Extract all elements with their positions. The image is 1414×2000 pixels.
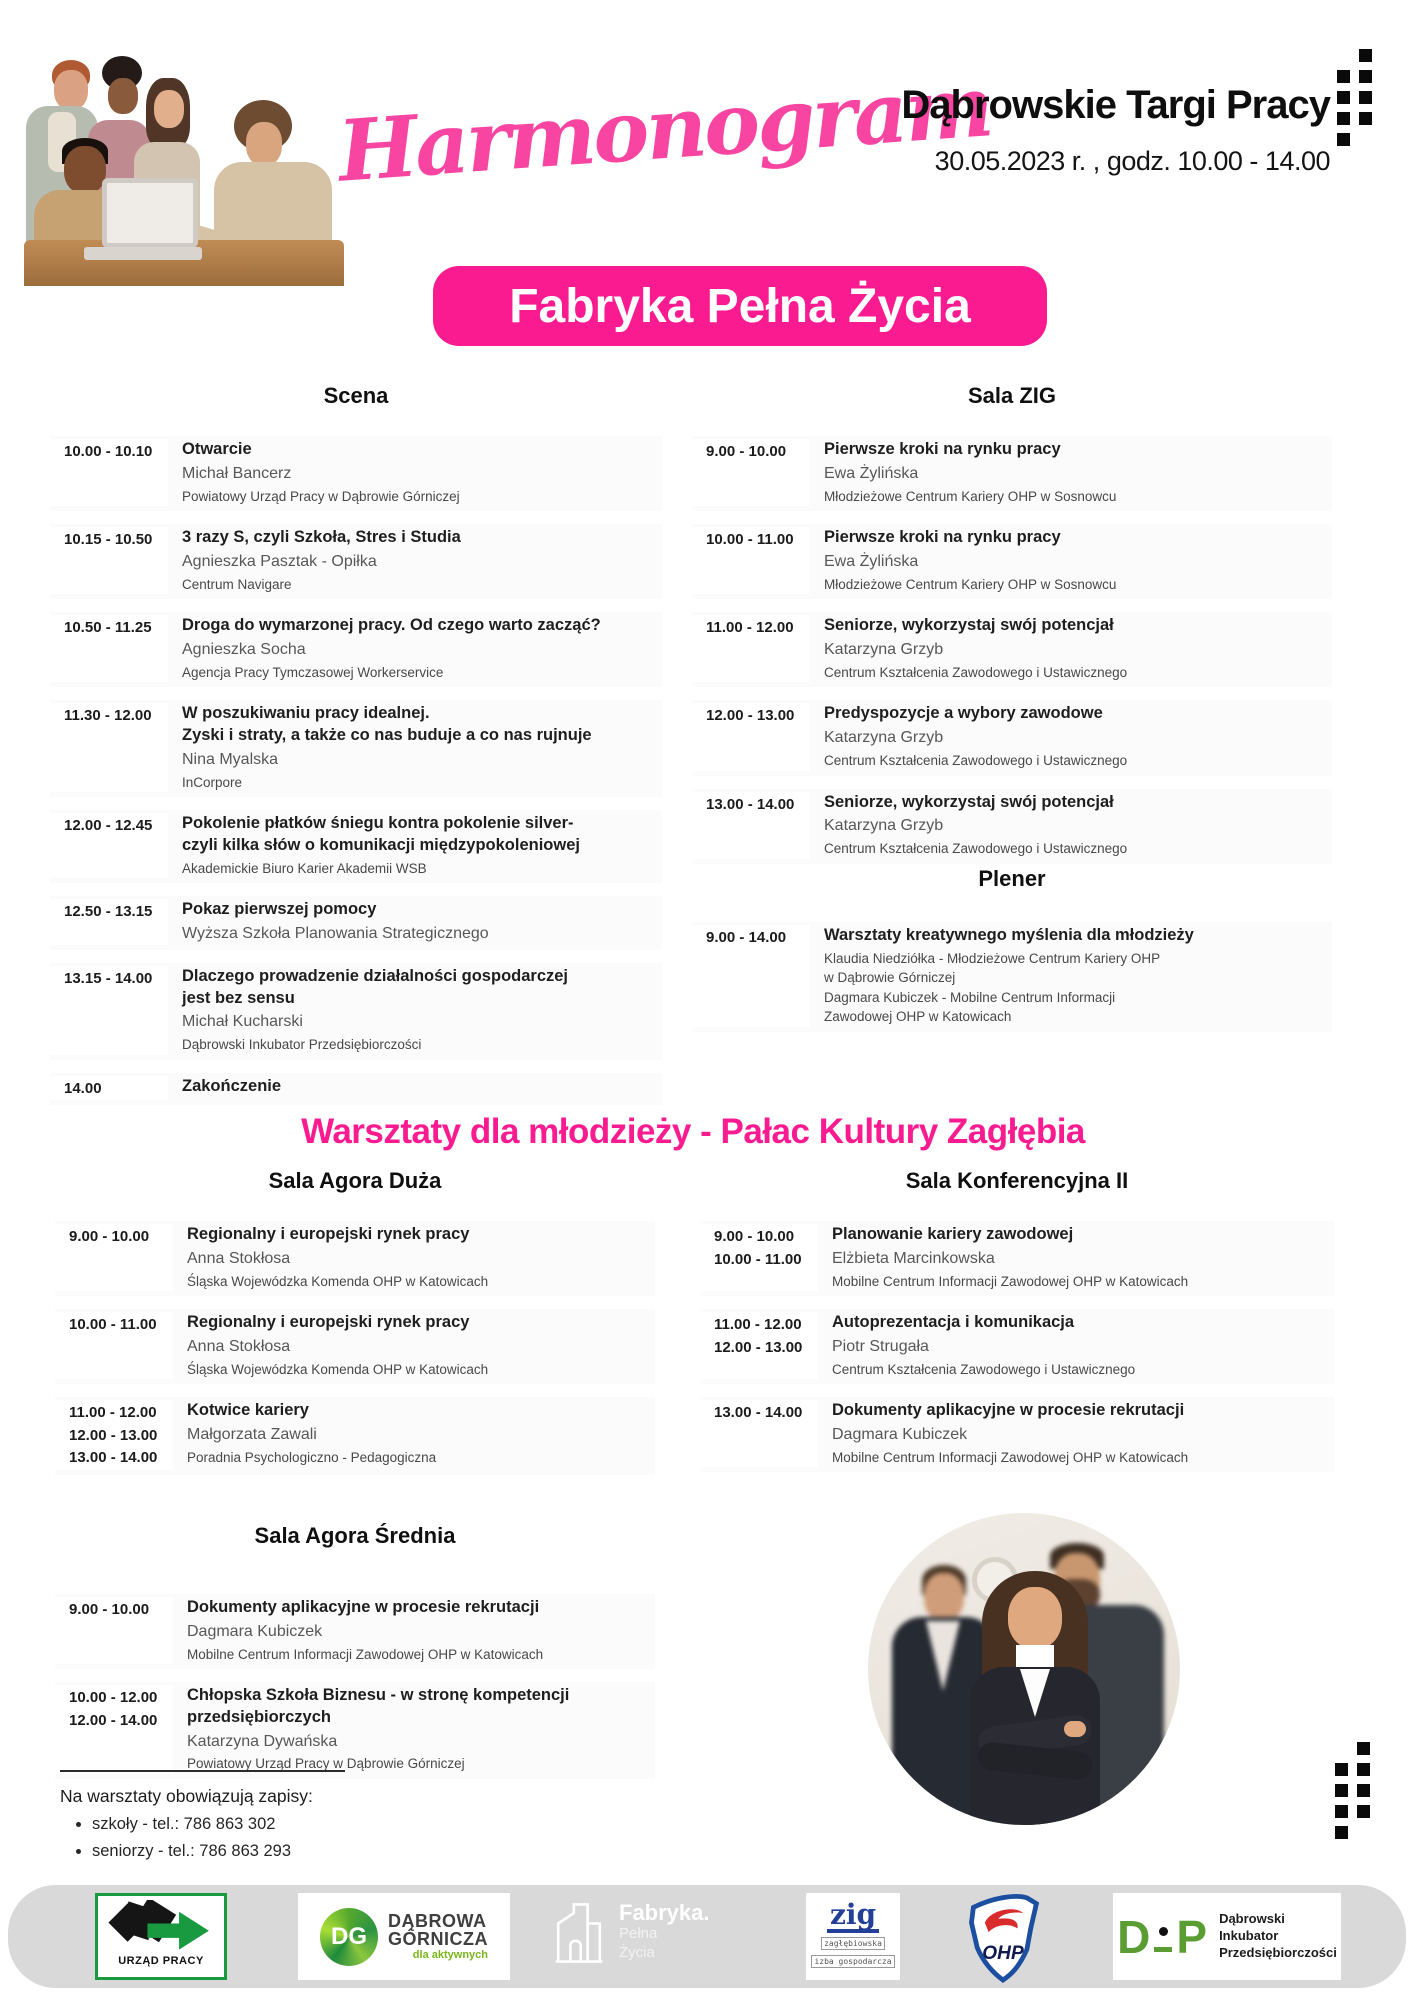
item-speaker: Anna Stokłosa [187, 1337, 291, 1355]
item-time [692, 527, 810, 594]
item-time [692, 792, 810, 859]
item-time [55, 1400, 173, 1470]
text-line: Powiatowy Urząd Pracy w Dąbrowie Górniczej [187, 1756, 465, 1772]
section-sala-konferencyjna [700, 1168, 1334, 1485]
schedule-item [692, 612, 1332, 687]
text-line: Warsztaty kreatywnego myślenia dla młodzieży [824, 926, 1194, 944]
item-title [182, 966, 662, 1010]
text-line: 12.00 - 12.45 [64, 817, 153, 835]
item-organization [824, 839, 1332, 859]
text-line: Poradnia Psychologiczno - Pedagogiczna [187, 1449, 437, 1465]
text-line: Centrum Kształcenia Zawodowego i Ustawicznego [824, 664, 1128, 680]
item-time [692, 925, 810, 1027]
schedule-item [692, 700, 1332, 775]
schedule-list [692, 922, 1332, 1032]
text-line: Autoprezentacja i komunikacja [832, 1313, 1075, 1332]
text-line: Pokaz pierwszej pomocy [182, 900, 377, 919]
dg-tagline: dla aktywnych [412, 1949, 488, 1962]
dip-letter-p: P [1176, 1910, 1208, 1963]
item-time [50, 527, 168, 594]
item-time [55, 1685, 173, 1774]
registration-heading: Na warsztaty obowiązują zapisy: [60, 1786, 313, 1806]
script-title: Harmonogram [335, 56, 994, 201]
item-speaker: Dagmara Kubiczek [832, 1426, 968, 1444]
item-organization [824, 949, 1332, 1027]
schedule-item [700, 1397, 1334, 1472]
text-line: 9.00 - 10.00 [69, 1228, 150, 1245]
item-title [182, 703, 662, 747]
fabryka-name: Fabryka. [619, 1900, 710, 1925]
item-speaker: Anna Stokłosa [187, 1249, 291, 1267]
schedule-item [55, 1221, 655, 1296]
text-line: przedsiębiorczych [187, 1707, 331, 1726]
schedule-item [700, 1221, 1334, 1296]
section-sala-agora-srednia [55, 1523, 655, 1792]
item-title [187, 1685, 655, 1729]
item-time [50, 1076, 168, 1101]
item-speaker: Małgorzata Zawali [187, 1426, 317, 1444]
text-line: Regionalny i europejski rynek pracy [187, 1313, 470, 1332]
fabryka-sub2: Życia [619, 1943, 655, 1961]
item-organization [832, 1272, 1334, 1292]
item-speaker: Agnieszka Socha [182, 641, 306, 659]
schedule-item [692, 524, 1332, 599]
dip-line3: Przedsiębiorczości [1219, 1944, 1337, 1960]
text-line: 9.00 - 10.00 [714, 1228, 795, 1245]
item-title [187, 1224, 655, 1246]
urzad-pracy-label: URZĄD PRACY [118, 1955, 204, 1967]
text-line: 10.50 - 11.25 [64, 619, 152, 637]
schedule-list [55, 1594, 655, 1779]
item-title [187, 1400, 655, 1422]
text-line: 9.00 - 10.00 [69, 1601, 150, 1618]
text-line: Agencja Pracy Tymczasowej Workerservice [182, 664, 444, 680]
item-title [182, 1076, 662, 1098]
text-line: 12.00 - 13.00 [714, 1338, 803, 1356]
text-line: Centrum Kształcenia Zawodowego i Ustawicznego [824, 752, 1128, 768]
footer-photo-business-people [868, 1513, 1180, 1825]
zig-logo [806, 1893, 900, 1980]
schedule-item [692, 922, 1332, 1032]
zig-line2: izba gospodarcza [811, 1955, 894, 1968]
text-line: w Dąbrowie Górniczej [824, 970, 956, 986]
urzad-pracy-logo [95, 1893, 227, 1980]
item-time [50, 615, 168, 682]
item-title [187, 1312, 655, 1334]
item-organization [824, 663, 1332, 683]
item-title [832, 1400, 1334, 1422]
item-organization [182, 487, 662, 507]
text-line: 10.00 - 11.00 [714, 1250, 802, 1268]
item-title [824, 527, 1332, 549]
schedule-item [55, 1594, 655, 1669]
item-time [700, 1400, 818, 1467]
header-photo-group-of-people [18, 34, 355, 286]
partner-logo-bar [8, 1885, 1406, 1988]
schedule-item [700, 1309, 1334, 1384]
text-line: jest bez sensu [182, 988, 295, 1007]
schedule-list [700, 1221, 1334, 1472]
text-line: 11.00 - 12.00 [69, 1404, 157, 1422]
schedule-item [50, 963, 662, 1060]
text-line: Pierwsze kroki na rynku pracy [824, 528, 1061, 547]
text-line: 13.00 - 14.00 [706, 795, 795, 813]
item-title [824, 792, 1332, 814]
schedule-item [692, 436, 1332, 511]
laptop-base [84, 247, 202, 260]
item-speaker: Katarzyna Dywańska [187, 1732, 338, 1750]
text-line: 10.00 - 11.00 [69, 1316, 157, 1334]
factory-building-icon [553, 1901, 605, 1965]
text-line: 14.00 [64, 1079, 102, 1097]
ohp-label: OHP [982, 1943, 1024, 1965]
section-title: Scena [323, 383, 389, 408]
workshops-heading: Warsztaty dla młodzieży - Pałac Kultury Zagłębia [301, 1112, 1085, 1151]
section-scena [50, 383, 662, 1118]
zig-line1: zagłębiowska [821, 1937, 885, 1950]
item-speaker: Piotr Strugała [832, 1337, 929, 1355]
text-line: 13.00 - 14.00 [69, 1449, 158, 1467]
item-speaker: Michał Kucharski [182, 1013, 303, 1031]
item-organization [182, 663, 662, 683]
item-speaker: Agnieszka Pasztak - Opiłka [182, 552, 377, 570]
text-line: Mobilne Centrum Informacji Zawodowej OHP w Katowicach [187, 1646, 544, 1662]
item-time [55, 1312, 173, 1379]
registration-phone-list [60, 1815, 480, 1861]
item-organization [824, 751, 1332, 771]
text-line: 9.00 - 10.00 [706, 443, 787, 460]
schedule-item [55, 1682, 655, 1779]
item-organization [824, 487, 1332, 507]
dg-name-line2: GÓRNICZA [388, 1928, 488, 1949]
item-title [824, 615, 1332, 637]
dg-name-line1: DĄBROWA [388, 1910, 487, 1931]
item-time [692, 615, 810, 682]
fabryka-sub1: Pełna [619, 1925, 658, 1943]
text-line: Pierwsze kroki na rynku pracy [824, 440, 1061, 458]
text-line: 10.00 - 12.00 [69, 1689, 158, 1707]
text-line: 10.00 - 11.00 [706, 531, 794, 549]
section-sala-zig [692, 383, 1332, 877]
pixel-dots-decoration-top [1337, 49, 1372, 146]
section-title: Sala Agora Duża [268, 1168, 442, 1193]
event-header [901, 84, 1330, 177]
text-line: 3 razy S, czyli Szkoła, Stres i Studia [182, 528, 461, 547]
text-line: Powiatowy Urząd Pracy w Dąbrowie Górniczej [182, 488, 460, 504]
text-line: Otwarcie [182, 440, 252, 458]
section-title: Plener [978, 866, 1046, 891]
pixel-dots-decoration-bottom [1335, 1742, 1370, 1839]
text-line: Droga do wymarzonej pracy. Od czego warto zacząć? [182, 616, 601, 635]
text-line: 10.00 - 10.10 [64, 443, 153, 460]
item-title [182, 527, 662, 549]
item-organization [182, 859, 662, 879]
dip-line2: Inkubator [1219, 1928, 1279, 1944]
schedule-item [50, 612, 662, 687]
text-line: Akademickie Biuro Karier Akademii WSB [182, 860, 427, 876]
item-time [50, 703, 168, 792]
item-title [824, 439, 1332, 461]
text-line: Mobilne Centrum Informacji Zawodowej OHP w Katowicach [832, 1449, 1189, 1465]
text-line: 9.00 - 14.00 [706, 929, 787, 946]
schedule-item [50, 896, 662, 950]
text-line: 11.30 - 12.00 [64, 707, 152, 725]
schedule-item [50, 436, 662, 511]
item-organization [187, 1360, 655, 1380]
item-time [692, 703, 810, 770]
item-organization [187, 1448, 655, 1468]
text-line: Dąbrowski Inkubator Przedsiębiorczości [182, 1037, 422, 1053]
item-time [50, 813, 168, 878]
item-speaker: Katarzyna Grzyb [824, 729, 944, 747]
text-line: Dagmara Kubiczek - Mobilne Centrum Informacji [824, 989, 1116, 1005]
item-time [55, 1597, 173, 1664]
text-line: 13.15 - 14.00 [64, 969, 153, 987]
schedule-item [50, 524, 662, 599]
text-line: Kotwice kariery [187, 1401, 309, 1420]
section-plener [692, 866, 1332, 1045]
text-line: 12.00 - 14.00 [69, 1711, 158, 1729]
event-datetime: 30.05.2023 r. , godz. 10.00 - 14.00 [934, 146, 1330, 176]
text-line: Planowanie kariery zawodowej [832, 1225, 1074, 1243]
item-organization [182, 575, 662, 595]
text-line: 12.00 - 13.00 [69, 1426, 158, 1444]
text-line: Dlaczego prowadzenie działalności gospodarczej [182, 966, 569, 985]
registration-phone-item: • seniorzy - tel.: 786 863 293 [92, 1842, 480, 1861]
text-line: Śląska Wojewódzka Komenda OHP w Katowicach [187, 1273, 489, 1289]
ohp-shield-icon [960, 1890, 1046, 1986]
event-title: Dąbrowskie Targi Pracy [901, 83, 1330, 127]
item-speaker: Katarzyna Grzyb [824, 641, 944, 659]
text-line: Dokumenty aplikacyjne w procesie rekrutacji [187, 1598, 540, 1616]
text-line: 12.00 - 13.00 [706, 707, 795, 725]
dip-monogram-icon [1117, 1910, 1208, 1963]
item-organization [832, 1360, 1334, 1380]
item-speaker: Nina Myalska [182, 750, 279, 768]
schedule-list [692, 436, 1332, 864]
item-organization [832, 1448, 1334, 1468]
schedule-item [50, 700, 662, 797]
text-line: 11.00 - 12.00 [706, 619, 794, 637]
registration-phone-item: • szkoły - tel.: 786 863 302 [92, 1815, 480, 1834]
item-time [50, 966, 168, 1055]
item-organization [187, 1645, 655, 1665]
text-line: Chłopska Szkoła Biznesu - w stronę kompetencji [187, 1686, 570, 1705]
item-time [700, 1312, 818, 1379]
schedule-item [692, 789, 1332, 864]
text-line: Seniorze, wykorzystaj swój potencjał [824, 792, 1114, 811]
text-line: W poszukiwaniu pracy idealnej. [182, 704, 430, 723]
item-time [700, 1224, 818, 1291]
section-title: Sala Agora Średnia [254, 1523, 456, 1548]
dip-line1: Dąbrowski [1219, 1911, 1285, 1927]
item-title [824, 703, 1332, 725]
item-title [182, 439, 662, 461]
schedule-item [50, 810, 662, 883]
text-line: InCorpore [182, 774, 243, 790]
businesswoman [960, 1571, 1110, 1825]
dip-letter-d: D [1117, 1910, 1151, 1963]
text-line: Predyspozycje a wybory zawodowe [824, 704, 1103, 723]
item-speaker: Katarzyna Grzyb [824, 817, 944, 835]
item-title [832, 1224, 1334, 1246]
zig-abbr: zig [827, 1901, 879, 1933]
text-line: czyli kilka słów o komunikacji międzypokoleniowej [182, 836, 580, 855]
item-time [692, 439, 810, 506]
registration-note [60, 1770, 480, 1861]
item-speaker: Ewa Żylińska [824, 552, 919, 570]
item-organization [182, 773, 662, 793]
text-line: Młodzieżowe Centrum Kariery OHP w Sosnowcu [824, 488, 1117, 504]
text-line: Centrum Navigare [182, 576, 292, 592]
schedule-list [55, 1221, 655, 1475]
text-line: Regionalny i europejski rynek pracy [187, 1225, 470, 1243]
text-line: Dokumenty aplikacyjne w procesie rekrutacji [832, 1401, 1185, 1420]
text-line: Śląska Wojewódzka Komenda OHP w Katowicach [187, 1361, 489, 1377]
dabrowa-gornicza-logo [298, 1893, 510, 1980]
text-line: Seniorze, wykorzystaj swój potencjał [824, 616, 1114, 635]
section-sala-agora-duza [55, 1168, 655, 1488]
item-organization [182, 1035, 662, 1055]
separator-line [60, 1770, 345, 1772]
dg-monogram-icon: DG [320, 1908, 378, 1966]
text-line: Zakończenie [182, 1076, 282, 1095]
text-line: Zyski i straty, a także co nas buduje a co nas rujnuje [182, 726, 592, 745]
text-line: 13.00 - 14.00 [714, 1404, 803, 1422]
schedule-list [50, 436, 662, 1105]
item-title [182, 615, 662, 637]
text-line: Młodzieżowe Centrum Kariery OHP w Sosnowcu [824, 576, 1117, 592]
fabryka-pelna-zycia-logo [553, 1901, 710, 1965]
item-time [50, 439, 168, 506]
laptop-screen [102, 178, 198, 248]
item-title [187, 1597, 655, 1619]
dabrowski-inkubator-logo [1113, 1893, 1341, 1980]
schedule-item [50, 1073, 662, 1106]
item-organization [824, 575, 1332, 595]
text-line: 11.00 - 12.00 [714, 1316, 802, 1334]
item-speaker: Wyższa Szkoła Planowania Strategicznego [182, 925, 489, 943]
item-organization [187, 1272, 655, 1292]
urzad-pracy-arrows-icon [104, 1900, 218, 1956]
item-speaker: Michał Bancerz [182, 464, 292, 482]
text-line: Pokolenie płatków śniegu kontra pokolenie silver- [182, 814, 574, 833]
text-line: 12.50 - 13.15 [64, 903, 153, 921]
text-line: Klaudia Niedziółka - Młodzieżowe Centrum Kariery OHP [824, 950, 1161, 966]
schedule-item [55, 1309, 655, 1384]
item-speaker: Elżbieta Marcinkowska [832, 1249, 995, 1267]
section-title: Sala Konferencyjna II [905, 1168, 1129, 1193]
section-title: Sala ZIG [967, 383, 1057, 408]
item-speaker: Ewa Żylińska [824, 464, 919, 482]
ohp-logo [960, 1890, 1048, 1983]
item-title [832, 1312, 1334, 1334]
item-title [824, 925, 1332, 947]
schedule-item [55, 1397, 655, 1475]
item-time [50, 899, 168, 945]
item-speaker: Dagmara Kubiczek [187, 1622, 323, 1640]
text-line: Mobilne Centrum Informacji Zawodowej OHP w Katowicach [832, 1273, 1189, 1289]
item-title [182, 813, 662, 857]
text-line: Zawodowej OHP w Katowicach [824, 1009, 1012, 1025]
text-line: Centrum Kształcenia Zawodowego i Ustawicznego [832, 1361, 1136, 1377]
item-title [182, 899, 662, 921]
venue-banner: Fabryka Pełna Życia [433, 266, 1047, 346]
text-line: 10.15 - 10.50 [64, 531, 153, 549]
text-line: Centrum Kształcenia Zawodowego i Ustawicznego [824, 841, 1128, 857]
item-time [55, 1224, 173, 1291]
